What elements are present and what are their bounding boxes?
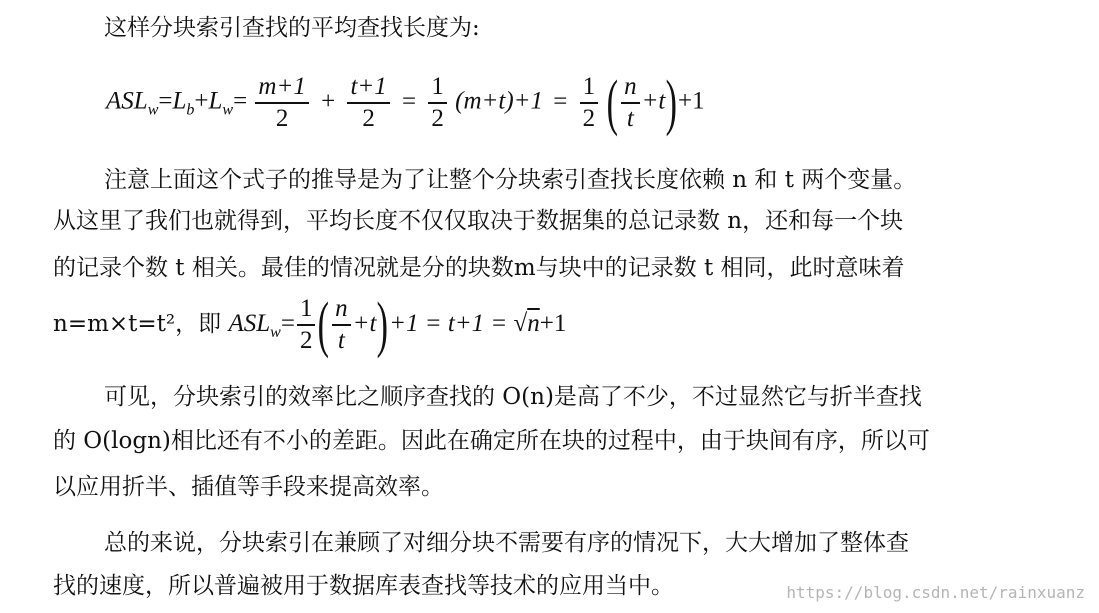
- asl2-symbol: ASL: [228, 310, 271, 337]
- fraction2-half: [297, 294, 316, 356]
- plus-t: +t: [641, 87, 666, 115]
- eq-sign-4: =: [553, 87, 568, 115]
- note-line-4: [53, 292, 566, 365]
- left-paren-2: (: [318, 291, 330, 360]
- efficiency-line-1: 可见，分块索引的效率比之顺序查找的 O(n)是高了不少，不过显然它与折半查找: [104, 384, 922, 410]
- note-line-1: 注意上面这个式子的推导是为了让整个分块索引查找长度依赖 n 和 t 两个变量。: [104, 167, 917, 193]
- frac-t-den: 2: [362, 105, 375, 132]
- eq-sign-2: =: [233, 87, 248, 115]
- intro-text: 这样分块索引查找的平均查找长度为:: [104, 15, 480, 41]
- half2-den: 2: [582, 105, 596, 132]
- note-line-3: 的记录个数 t 相关。最佳的情况就是分的块数m与块中的记录数 t 相同，此时意味着: [53, 255, 905, 281]
- efficiency-line-3: 以应用折半、插值等手段来提高效率。: [53, 474, 444, 500]
- mid-expression: (m+t)+1: [455, 87, 544, 115]
- rest-expression: +1 = t+1 =: [389, 310, 508, 337]
- lw-symbol: L: [208, 87, 223, 115]
- eq2-sign: =: [280, 310, 295, 337]
- half3-den: 2: [299, 327, 313, 355]
- fraction-n-t: [621, 72, 640, 134]
- sqrt-symbol: √: [513, 310, 528, 337]
- n-num: n: [621, 72, 640, 104]
- frac-m-den: 2: [275, 105, 289, 132]
- plus-one-2: +1: [539, 310, 567, 337]
- sqrt-arg: n: [527, 310, 540, 337]
- fraction-half: [428, 72, 447, 134]
- plus-t-2: +t: [352, 310, 377, 337]
- right-paren-2: ): [377, 291, 389, 360]
- note-line-4-prefix: n=m×t=t²，即: [53, 311, 229, 337]
- summary-line-1: 总的来说，分块索引在兼顾了对细分块不需要有序的情况下，大大增加了整体查: [104, 530, 909, 556]
- half-num: 1: [428, 72, 447, 104]
- lb-sub: b: [186, 101, 195, 119]
- watermark-url: https://blog.csdn.net/rainxuanz: [786, 583, 1085, 602]
- frac-m-num: m+1: [255, 72, 308, 104]
- lw-sub: w: [222, 101, 234, 119]
- summary-line-2: 找的速度，所以普遍被用于数据库表查找等技术的应用当中。: [53, 573, 674, 599]
- plus-sign: +: [194, 87, 209, 115]
- asl-symbol: ASL: [106, 87, 148, 115]
- asl-formula: [106, 69, 705, 137]
- fraction2-n-t: [332, 294, 351, 356]
- note-line-2: 从这里了我们也就得到，平均长度不仅仅取决于数据集的总记录数 n，还和每一个块: [53, 208, 904, 234]
- plus-sign-2: +: [321, 87, 336, 115]
- asl2-sub: w: [270, 324, 281, 341]
- efficiency-line-2: 的 O(logn)相比还有不小的差距。因此在确定所在块的过程中，由于块间有序，所以可: [53, 428, 930, 454]
- half2-num: 1: [580, 72, 599, 104]
- frac-t-num: t+1: [347, 72, 389, 104]
- eq-sign: =: [158, 87, 173, 115]
- left-paren: (: [607, 69, 619, 137]
- half-den: 2: [431, 105, 444, 132]
- asl-optimal-formula: [228, 291, 567, 360]
- plus-one: +1: [678, 87, 705, 115]
- fraction-t: [347, 72, 389, 134]
- half3-num: 1: [297, 294, 316, 326]
- t2-den: t: [337, 327, 345, 355]
- asl-sub: w: [147, 101, 159, 119]
- n2-num: n: [332, 294, 351, 326]
- fraction-m: [255, 72, 308, 134]
- t-den: t: [626, 105, 634, 132]
- lb-symbol: L: [172, 87, 187, 115]
- fraction-half-2: [580, 72, 599, 134]
- eq-sign-3: =: [402, 87, 417, 115]
- right-paren: ): [666, 69, 678, 137]
